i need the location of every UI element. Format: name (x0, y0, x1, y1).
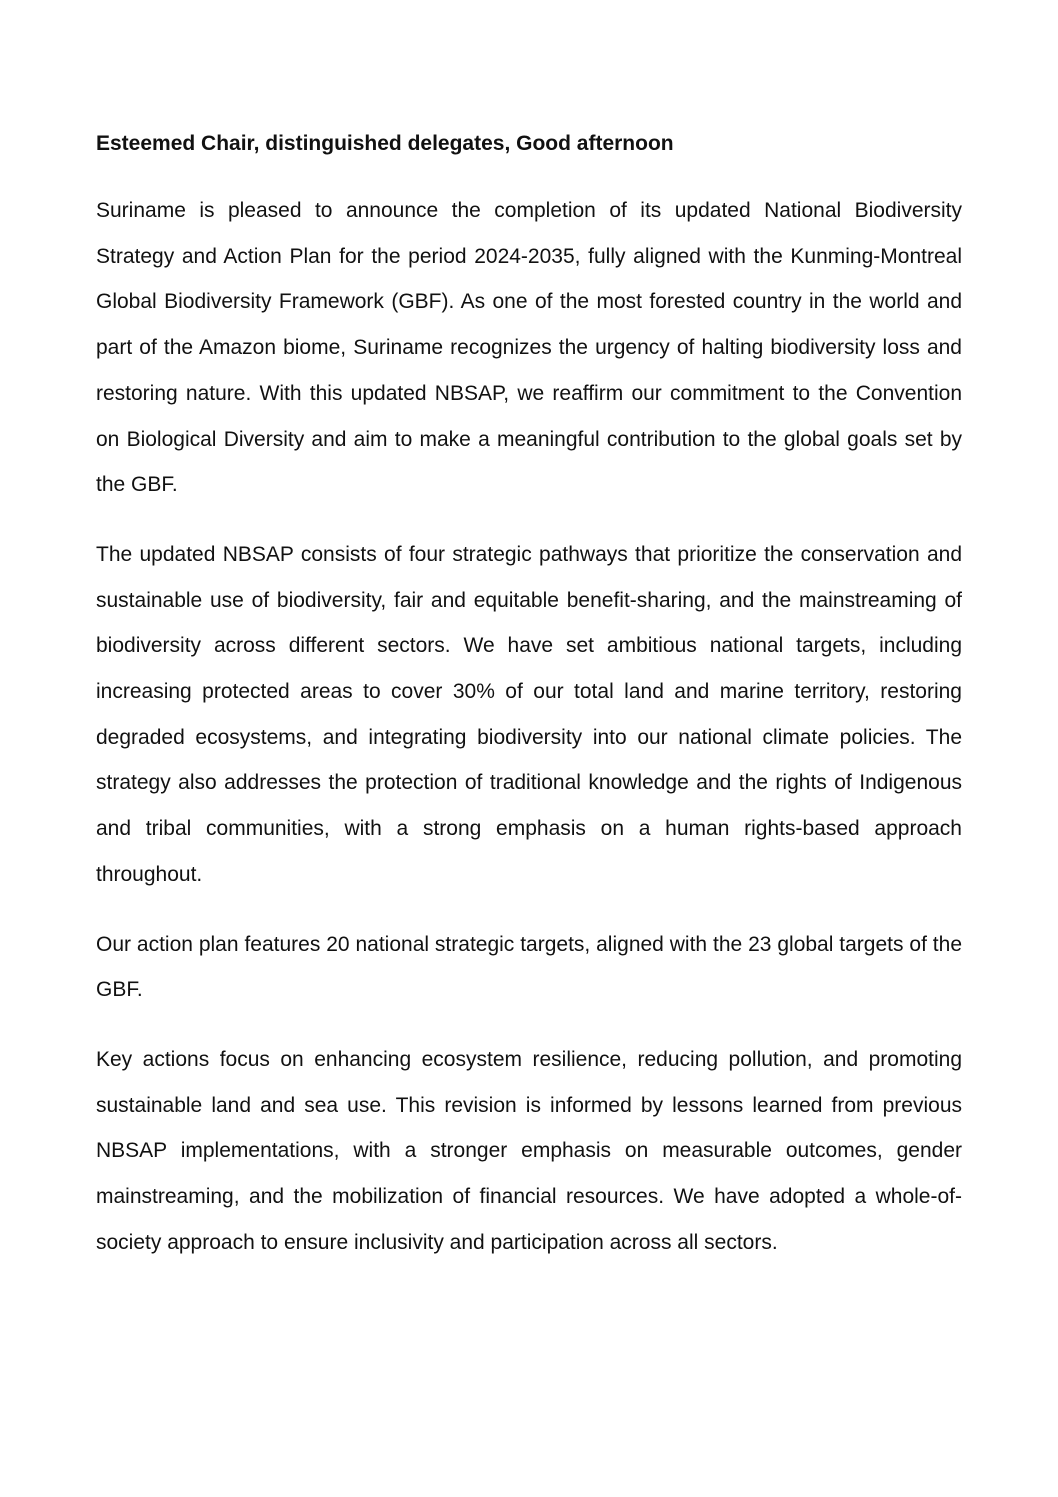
paragraph-nbsap-announcement: Suriname is pleased to announce the completion of its updated National Biodiversity Strategy and Action Plan for the period 2024-2035, fully aligned with the Kunming-Montreal Global Biodiversity Framework (GBF). As one of the most forested country in the world and part of the Amazon biome, Suriname recognizes the urgency of halting biodiversity loss and restoring nature. With this updated NBSAP, we reaffirm our commitment to the Convention on Biological Diversity and aim to make a meaningful contribution to the global goals set by the GBF. (96, 199, 962, 497)
paragraph-strategic-pathways: The updated NBSAP consists of four strategic pathways that prioritize the conservation and sustainable use of biodiversity, fair and equitable benefit-sharing, and the mainstreaming of biodiversity across different sectors. We have set ambitious national targets, including increasing protected areas to cover 30% of our total land and marine territory, restoring degraded ecosystems, and integrating biodiversity into our national climate policies. The strategy also addresses the protection of traditional knowledge and the rights of Indigenous and tribal communities, with a strong emphasis on a human rights-based approach throughout. (96, 542, 962, 886)
document-body (96, 126, 962, 1265)
paragraph-action-plan-targets: Our action plan features 20 national strategic targets, aligned with the 23 global targets of the GBF. (96, 932, 962, 1002)
paragraph-key-actions: Key actions focus on enhancing ecosystem resilience, reducing pollution, and promoting sustainable land and sea use. This revision is informed by lessons learned from previous NBSAP implementations, with a stronger emphasis on measurable outcomes, gender mainstreaming, and the mobilization of financial resources. We have adopted a whole-of-society approach to ensure inclusivity and participation across all sectors. (96, 1047, 962, 1254)
salutation-heading: Esteemed Chair, distinguished delegates, Good afternoon (96, 132, 674, 155)
